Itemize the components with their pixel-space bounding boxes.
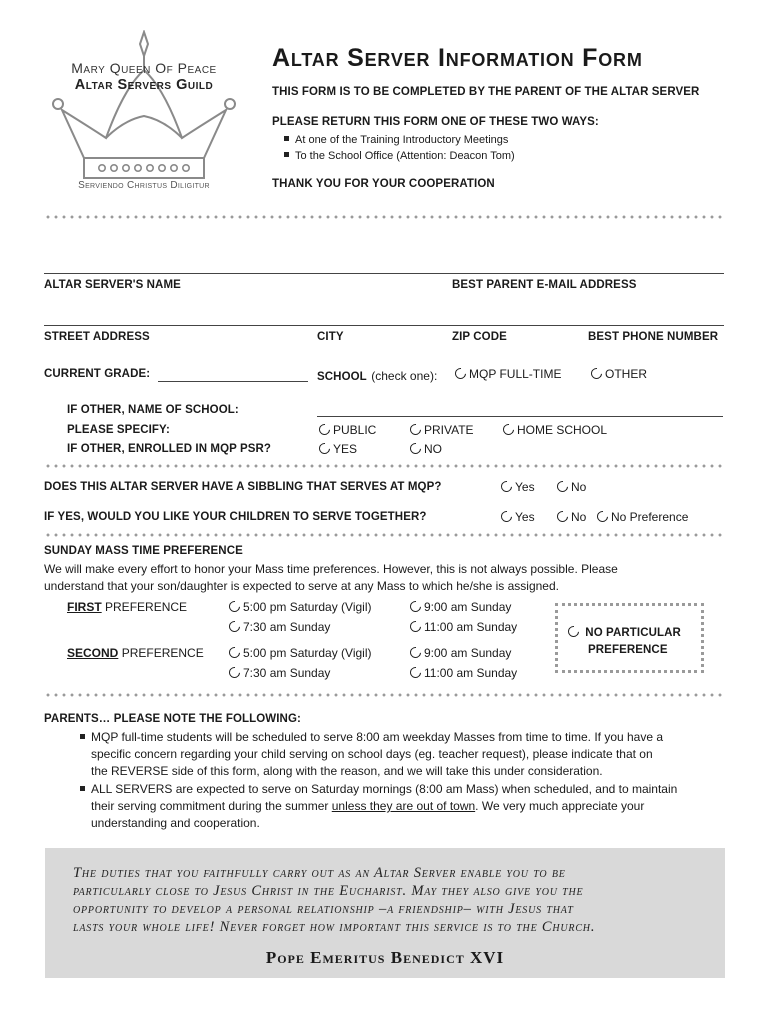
mass-heading: SUNDAY MASS TIME PREFERENCE [44,545,243,557]
grade-field[interactable] [158,381,308,382]
radio-circle-icon [227,599,242,614]
second-pref-11am[interactable]: 11:00 am Sunday [410,666,517,680]
second-pref-9am[interactable]: 9:00 am Sunday [410,646,511,660]
radio-circle-icon [499,509,514,524]
dotted-divider [44,215,724,219]
radio-circle-icon [499,479,514,494]
notes-heading: PARENTS… PLEASE NOTE THE FOLLOWING: [44,713,301,725]
bullet-icon [284,152,289,157]
return-heading: PLEASE RETURN THIS FORM ONE OF THESE TWO WAYS: [272,116,599,128]
radio-circle-icon [501,422,516,437]
note-2-cont-1: their serving commitment during the summer unless they are out of town. We very much appreciate your [91,799,645,813]
note-2-cont-2: understanding and cooperation. [91,816,260,830]
radio-circle-icon [566,624,581,639]
note-1-cont-1: specific concern regarding your child serving on school days (eg. teacher request), please indicate that on [91,747,653,761]
second-preference-label: SECOND PREFERENCE [67,646,204,660]
quote-text: The duties that you faithfully carry out as an Altar Server enable you to be particularly close to Jesus Christ in the Eucharist. May they also give you the opportunity to develop a personal relationship –a friendship– with Jesus that lasts your whole life! Never forget how important this service is to the Church. [73,865,596,935]
radio-circle-icon [408,441,423,456]
bullet-icon [80,786,85,791]
radio-circle-icon [227,665,242,680]
first-preference-label: FIRST PREFERENCE [67,600,188,614]
sibling-no-option[interactable]: No [557,480,586,494]
grade-label: CURRENT GRADE: [44,368,151,380]
radio-circle-icon [408,599,423,614]
together-no-option[interactable]: No [557,510,586,524]
radio-circle-icon [408,422,423,437]
school-question [317,367,437,385]
dotted-divider [44,533,724,537]
together-nopref-option[interactable]: No Preference [597,510,688,524]
sibling-yes-option[interactable]: Yes [501,480,535,494]
specify-home-option[interactable]: HOME SCHOOL [503,423,607,437]
address-line[interactable] [44,325,724,326]
other-school-field[interactable] [317,416,723,417]
name-email-line[interactable] [44,273,724,274]
no-preference-line-2: PREFERENCE [588,644,668,656]
first-pref-11am[interactable]: 11:00 am Sunday [410,620,517,634]
bullet-icon [80,734,85,739]
sibling-question: DOES THIS ALTAR SERVER HAVE A SIBBLING THAT SERVES AT MQP? [44,481,442,493]
together-yes-option[interactable]: Yes [501,510,535,524]
quote-attribution: Pope Emeritus Benedict XVI [265,948,505,967]
note-1: MQP full-time students will be scheduled to serve 8:00 am weekday Masses from time to time. If you have a [80,729,663,746]
radio-circle-icon [408,619,423,634]
thanks-line: THANK YOU FOR YOUR COOPERATION [272,178,495,190]
together-question: IF YES, WOULD YOU LIKE YOUR CHILDREN TO SERVE TOGETHER? [44,511,427,523]
specify-private-option[interactable]: PRIVATE [410,423,474,437]
radio-circle-icon [595,509,610,524]
school-other-option[interactable]: OTHER [591,367,647,381]
dotted-divider [44,693,724,697]
form-subtitle: THIS FORM IS TO BE COMPLETED BY THE PARENT OF THE ALTAR SERVER [272,86,700,98]
radio-circle-icon [408,645,423,660]
note-2: ALL SERVERS are expected to serve on Saturday mornings (8:00 am Mass) when scheduled, and to maintain [80,781,677,798]
radio-circle-icon [453,366,468,381]
specify-public-option[interactable]: PUBLIC [319,423,376,437]
second-pref-vigil[interactable]: 5:00 pm Saturday (Vigil) [229,646,372,660]
school-hint: (check one): [371,369,438,383]
note-1-cont-2: the REVERSE side of this form, along with the reason, and we will take this under consideration. [91,764,603,778]
logo-motto: Serviendo Christus Diligitur [78,180,210,191]
logo-line-2: Altar Servers Guild [74,77,214,93]
other-school-label: IF OTHER, NAME OF SCHOOL: [67,404,239,416]
quote-box [45,848,725,978]
psr-yes-option[interactable]: YES [319,442,357,456]
crown-icon [44,30,244,200]
street-label: STREET ADDRESS [44,331,150,343]
bullet-icon [284,136,289,141]
first-pref-vigil[interactable]: 5:00 pm Saturday (Vigil) [229,600,372,614]
return-way-1: At one of the Training Introductory Meetings [284,132,508,149]
guild-logo [44,30,244,200]
return-way-2: To the School Office (Attention: Deacon Tom) [284,148,515,165]
first-pref-730am[interactable]: 7:30 am Sunday [229,620,330,634]
psr-label: IF OTHER, ENROLLED IN MQP PSR? [67,443,272,455]
psr-no-option[interactable]: NO [410,442,442,456]
mass-intro-2: understand that your son/daughter is expected to serve at any Mass to which he/she is assigned. [44,579,559,593]
radio-circle-icon [317,422,332,437]
dotted-divider [44,464,724,468]
email-label: BEST PARENT E-MAIL ADDRESS [452,279,637,291]
city-label: CITY [317,331,344,343]
phone-label: BEST PHONE NUMBER [588,331,719,343]
mass-intro-1: We will make every effort to honor your Mass time preferences. However, this is not always possible. Please [44,562,618,576]
no-preference-line-1: NO PARTICULAR [568,626,681,639]
radio-circle-icon [555,479,570,494]
radio-circle-icon [227,619,242,634]
school-mqp-option[interactable]: MQP FULL-TIME [455,367,561,381]
school-label: SCHOOL [317,371,367,383]
server-name-label: ALTAR SERVER'S NAME [44,279,181,291]
logo-line-1: Mary Queen Of Peace [71,60,217,76]
specify-label: PLEASE SPECIFY: [67,424,170,436]
radio-circle-icon [589,366,604,381]
second-pref-730am[interactable]: 7:30 am Sunday [229,666,330,680]
zip-label: ZIP CODE [452,331,507,343]
form-title: Altar Server Information Form [272,44,643,72]
first-pref-9am[interactable]: 9:00 am Sunday [410,600,511,614]
radio-circle-icon [408,665,423,680]
radio-circle-icon [555,509,570,524]
radio-circle-icon [317,441,332,456]
no-preference-box[interactable] [555,603,704,673]
radio-circle-icon [227,645,242,660]
